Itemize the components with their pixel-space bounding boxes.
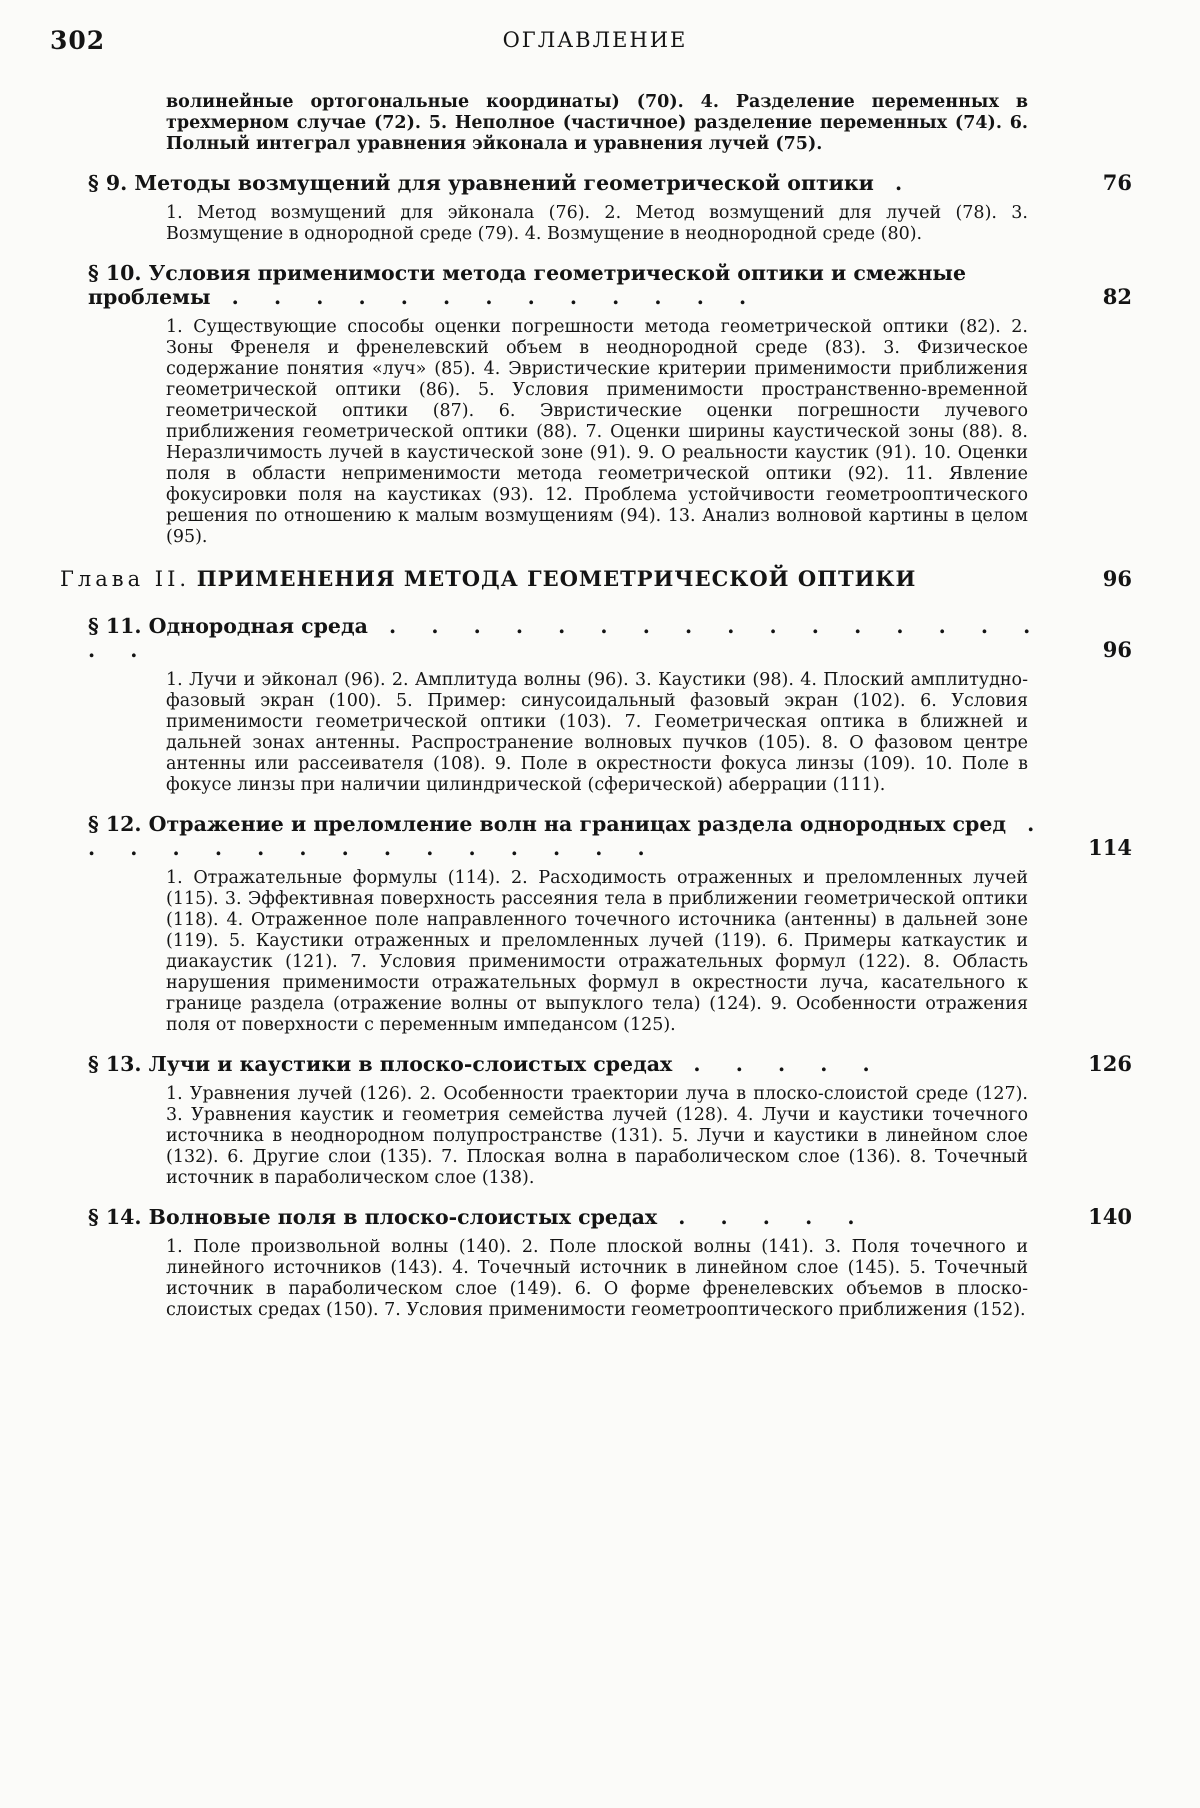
section-title: Отражение и преломление волн на границах раздела однородных сред <box>148 812 1007 836</box>
dot-leader: . . . . . . . . . . . . . . . <box>88 812 1049 860</box>
chapter-heading[interactable] <box>60 566 1132 592</box>
section-page: 140 <box>1088 1204 1132 1229</box>
chapter-label: Глава II. <box>60 567 191 591</box>
toc-entry-section-9[interactable] <box>60 171 1132 245</box>
page-number: 302 <box>50 26 106 55</box>
section-subtopics: 1. Поле произвольной волны (140). 2. Поле плоской волны (141). 3. Поля точечного и линейного источников (143). 4. Точечный источник в линейном слое (145). 5. Точечный источник в параболическом слое (149). 6. О форме френелевских объемов в плоско-слоистых средах (150). 7. Условия применимости геометрооптического приближения (152). <box>166 1237 1028 1320</box>
chapter-page: 96 <box>1102 566 1132 591</box>
section-page: 114 <box>1088 835 1132 860</box>
section-title: Однородная среда <box>148 614 368 638</box>
table-of-contents <box>60 92 1132 1337</box>
section-page: 96 <box>1102 637 1132 662</box>
dot-leader: . . . . . <box>672 1052 884 1076</box>
toc-entry-section-14[interactable] <box>60 1205 1132 1321</box>
section-subtopics: 1. Уравнения лучей (126). 2. Особенности траектории луча в плоско-слоистой среде (127). 3. Уравнения каустик и геометрия семейства лучей (128). 4. Лучи и каустики точечного источника в неоднородном полупространстве (131). 5. Лучи и каустики в линейном слое (132). 6. Другие слои (135). 7. Плоская волна в параболическом слое (136). 8. Точечный источник в параболическом слое (138). <box>166 1084 1028 1188</box>
entry-heading <box>60 1052 1132 1076</box>
entry-heading <box>60 261 1132 309</box>
dot-leader: . . . . . . . . . . . . . <box>210 285 761 309</box>
section-number: § 12. <box>88 812 142 836</box>
entry-heading <box>60 614 1132 662</box>
section-subtopics: 1. Лучи и эйконал (96). 2. Амплитуда волны (96). 3. Каустики (98). 4. Плоский амплитудно-фазовый экран (100). 5. Пример: синусоидальный фазовый экран (102). 6. Условия применимости геометрической оптики (103). 7. Геометрическая оптика в ближней и дальней зонах антенны. Распространение волновых пучков (105). 8. О фазовом центре антенны или рассеивателя (108). 9. Поле в окрестности фокуса линзы (109). 10. Поле в фокусе линзы при наличии цилиндрической (сферической) аберрации (111). <box>166 670 1028 795</box>
toc-entry-section-12[interactable] <box>60 812 1132 1036</box>
chapter-title: ПРИМЕНЕНИЯ МЕТОДА ГЕОМЕТРИЧЕСКОЙ ОПТИКИ <box>196 566 917 591</box>
dot-leader: . <box>873 171 917 195</box>
section-page: 82 <box>1102 284 1132 309</box>
section-number: § 9. <box>88 171 128 195</box>
toc-entry-section-10[interactable] <box>60 261 1132 548</box>
section-title: Лучи и каустики в плоско-слоистых средах <box>148 1052 673 1076</box>
section-subtopics: 1. Отражательные формулы (114). 2. Расходимость отраженных и преломленных лучей (115). 3. Эффективная поверхность рассеяния тела в приближении геометрической оптики (118). 4. Отраженное поле направленного точечного источника (антенны) в дальней зоне (119). 5. Каустики отраженных и преломленных лучей (119). 6. Примеры каткаустик и диакаустик (121). 7. Условия применимости отражательных формул (122). 8. Область нарушения применимости отражательных формул в окрестности луча, касательного к границе раздела (отражение волны от выпуклого тела) (124). 9. Особенности отражения поля от поверхности с переменным импедансом (125). <box>166 868 1028 1035</box>
section-number: § 13. <box>88 1052 142 1076</box>
section-title: Условия применимости метода геометрической оптики и смежные проблемы <box>88 261 966 309</box>
running-head <box>50 26 1140 66</box>
section-number: § 14. <box>88 1205 142 1229</box>
continued-description: волинейные ортогональные координаты) (70). 4. Разделение переменных в трехмерном случае (72). 5. Неполное (частичное) разделение переменных (74). 6. Полный интеграл уравнения эйконала и уравнения лучей (75). <box>166 92 1028 154</box>
toc-entry-section-11[interactable] <box>60 614 1132 796</box>
running-title: ОГЛАВЛЕНИЕ <box>502 28 688 52</box>
dot-leader: . . . . . . . . . . . . . . . . . . <box>88 614 1045 662</box>
section-number: § 10. <box>88 261 142 285</box>
entry-heading <box>60 1205 1132 1229</box>
dot-leader: . . . . . <box>657 1205 869 1229</box>
section-page: 126 <box>1088 1051 1132 1076</box>
section-subtopics: 1. Метод возмущений для эйконала (76). 2. Метод возмущений для лучей (78). 3. Возмущение в однородной среде (79). 4. Возмущение в неоднородной среде (80). <box>166 203 1028 244</box>
section-page: 76 <box>1102 170 1132 195</box>
section-title: Волновые поля в плоско-слоистых средах <box>148 1205 658 1229</box>
section-number: § 11. <box>88 614 142 638</box>
entry-heading <box>60 812 1132 860</box>
section-title: Методы возмущений для уравнений геометрической оптики <box>134 171 874 195</box>
section-subtopics: 1. Существующие способы оценки погрешности метода геометрической оптики (82). 2. Зоны Френеля и френелевский объем в неоднородной среде (83). 3. Физическое содержание понятия «луч» (85). 4. Эвристические критерии применимости приближения геометрической оптики (86). 5. Условия применимости пространственно-временной геометрической оптики (87). 6. Эвристические оценки погрешности лучевого приближения геометрической оптики (88). 7. Оценки ширины каустической зоны (88). 8. Неразличимость лучей в каустической зоне (91). 9. О реальности каустик (91). 10. Оценки поля в области неприменимости метода геометрической оптики (92). 11. Явление фокусировки поля на каустиках (93). 12. Проблема устойчивости геометрооптического решения по отношению к малым возмущениям (94). 13. Анализ волновой картины в целом (95). <box>166 317 1028 547</box>
toc-entry-section-13[interactable] <box>60 1052 1132 1189</box>
entry-heading <box>60 171 1132 195</box>
